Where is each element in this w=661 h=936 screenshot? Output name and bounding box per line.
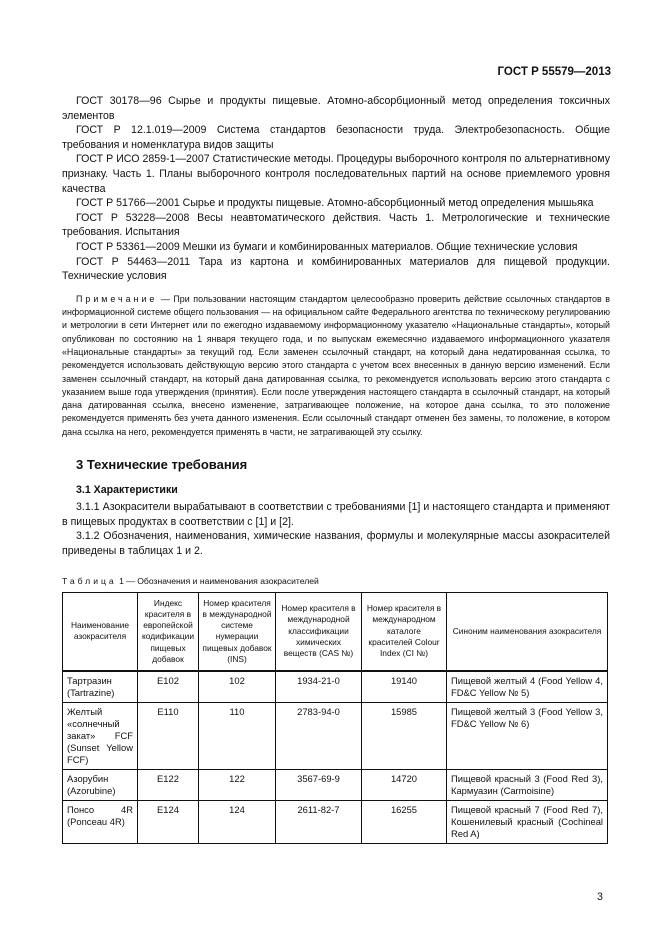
table-cell: 102 xyxy=(199,671,276,703)
subsection-heading: 3.1 Характеристики xyxy=(76,483,178,496)
table-cell: E124 xyxy=(138,800,199,843)
table-cell: Пищевой желтый 3 (Food Yellow 3, FD&C Yellow № 6) xyxy=(447,702,608,769)
table-cell: 124 xyxy=(199,800,276,843)
section-heading: 3 Технические требования xyxy=(76,456,248,472)
column-header: Индекс красителя в европейской кодификации пищевых добавок xyxy=(138,593,199,671)
table-cell: 2783-94-0 xyxy=(276,702,362,769)
reference-item: ГОСТ 30178—96 Сырье и продукты пищевые. Атомно-абсорбционный метод определения токсичных элементов xyxy=(62,95,610,122)
table-cell: E110 xyxy=(138,702,199,769)
table-cell: Тартразин (Tartrazine) xyxy=(63,671,138,703)
table-cell: 19140 xyxy=(362,671,447,703)
table-row xyxy=(63,702,608,769)
table-cell: Пищевой красный 7 (Food Red 7), Кошенилевый красный (Cochineal Red A) xyxy=(447,800,608,843)
note-label: Примечание xyxy=(76,293,158,304)
document-header: ГОСТ Р 55579—2013 xyxy=(497,66,611,78)
table-caption-label: Таблица xyxy=(62,575,117,586)
page-number: 3 xyxy=(597,891,603,903)
table-cell: Желтый «солнечный закат» FCF (Sunset Yellow FCF) xyxy=(63,702,138,769)
azo-dyes-table xyxy=(62,592,608,844)
table-cell: 3567-69-9 xyxy=(276,769,362,800)
table-cell: E102 xyxy=(138,671,199,703)
reference-item: ГОСТ Р 12.1.019—2009 Система стандартов безопасности труда. Электробезопасность. Общие требования и номенклатура видов защиты xyxy=(62,124,610,151)
table-cell: Пищевой красный 3 (Food Red 3), Кармуазин (Carmoisine) xyxy=(447,769,608,800)
table-row xyxy=(63,769,608,800)
table-cell: Пищевой желтый 4 (Food Yellow 4, FD&C Yellow № 5) xyxy=(447,671,608,703)
paragraph-3-1-2: 3.1.2 Обозначения, наименования, химические названия, формулы и молекулярные массы азокрасителей приведены в таблицах 1 и 2. xyxy=(62,530,610,557)
table-cell: 1934-21-0 xyxy=(276,671,362,703)
table-row xyxy=(63,800,608,843)
column-header: Номер красителя в международной системе нумерации пищевых добавок (INS) xyxy=(199,593,276,671)
column-header: Синоним наименования азокрасителя xyxy=(447,593,608,671)
table-row xyxy=(63,671,608,703)
column-header: Номер красителя в международной классификации химических веществ (CAS №) xyxy=(276,593,362,671)
table-cell: 110 xyxy=(199,702,276,769)
table-cell: E122 xyxy=(138,769,199,800)
note xyxy=(62,293,610,439)
table-caption-text: 1 — Обозначения и наименования азокрасителей xyxy=(116,575,319,586)
note-text: — При пользовании настоящим стандартом целесообразно проверить действие ссылочных стандартов в информационной системе общего пользования — на официальном сайте Федерального агентства по техническому регулированию и метрологии в сети Интернет или по ежегодно издаваемому информационному указателю «Национальные стандарты», который опубликован по состоянию на 1 января текущего года, и по выпускам ежемесячно издаваемого информационного указателя «Национальные стандарты» за текущий год. Если заменен ссылочный стандарт, на который дана недатированная ссылка, то рекомендуется использовать действующую версию этого стандарта с учетом всех внесенных в данную версию изменений. Если заменен ссылочный стандарт, на который дана датированная ссылка, то рекомендуется использовать версию этого стандарта с указанием выше года утверждения (принятия). Если после утверждения настоящего стандарта в ссылочный стандарт, на который дана датированная ссылка, внесено изменение, затрагивающее положение, на которое дана ссылка, то это положение рекомендуется применять без учета данного изменения. Если ссылочный стандарт отменен без замены, то положение, в котором дана ссылка на него, рекомендуется применять в части, не затрагивающей эту ссылку. xyxy=(62,293,610,437)
table-cell: 15985 xyxy=(362,702,447,769)
column-header: Наименование азокрасителя xyxy=(63,593,138,671)
reference-item: ГОСТ Р 51766—2001 Сырье и продукты пищевые. Атомно-абсорбционный метод определения мышьяка xyxy=(76,197,594,210)
table-cell: 14720 xyxy=(362,769,447,800)
table-caption xyxy=(62,574,610,589)
table-cell: Азорубин (Azorubine) xyxy=(63,769,138,800)
reference-item: ГОСТ Р 53361—2009 Мешки из бумаги и комбинированных материалов. Общие технические условия xyxy=(76,240,578,253)
reference-item: ГОСТ Р ИСО 2859-1—2007 Статистические методы. Процедуры выборочного контроля по альтернативному признаку. Часть 1. Планы выборочного контроля последовательных партий на основе приемлемого уровня качества xyxy=(62,153,610,195)
reference-item: ГОСТ Р 54463—2011 Тара из картона и комбинированных материалов для пищевой продукции. Технические условия xyxy=(62,255,610,283)
document-body xyxy=(62,94,610,844)
table-cell: 122 xyxy=(199,769,276,800)
table-cell: Понсо 4R (Ponceau 4R) xyxy=(63,800,138,843)
column-header: Номер красителя в международном каталоге красителей Colour Index (CI №) xyxy=(362,593,447,671)
reference-item: ГОСТ Р 53228—2008 Весы неавтоматического действия. Часть 1. Метрологические и технические требования. Испытания xyxy=(62,211,610,239)
paragraph-3-1-1: 3.1.1 Азокрасители вырабатывают в соответствии с требованиями [1] и настоящего стандарта и применяют в пищевых продуктах в соответствии с [1] и [2]. xyxy=(62,501,610,528)
table-header-row xyxy=(63,593,608,671)
table-cell: 2611-82-7 xyxy=(276,800,362,843)
table-cell: 16255 xyxy=(362,800,447,843)
